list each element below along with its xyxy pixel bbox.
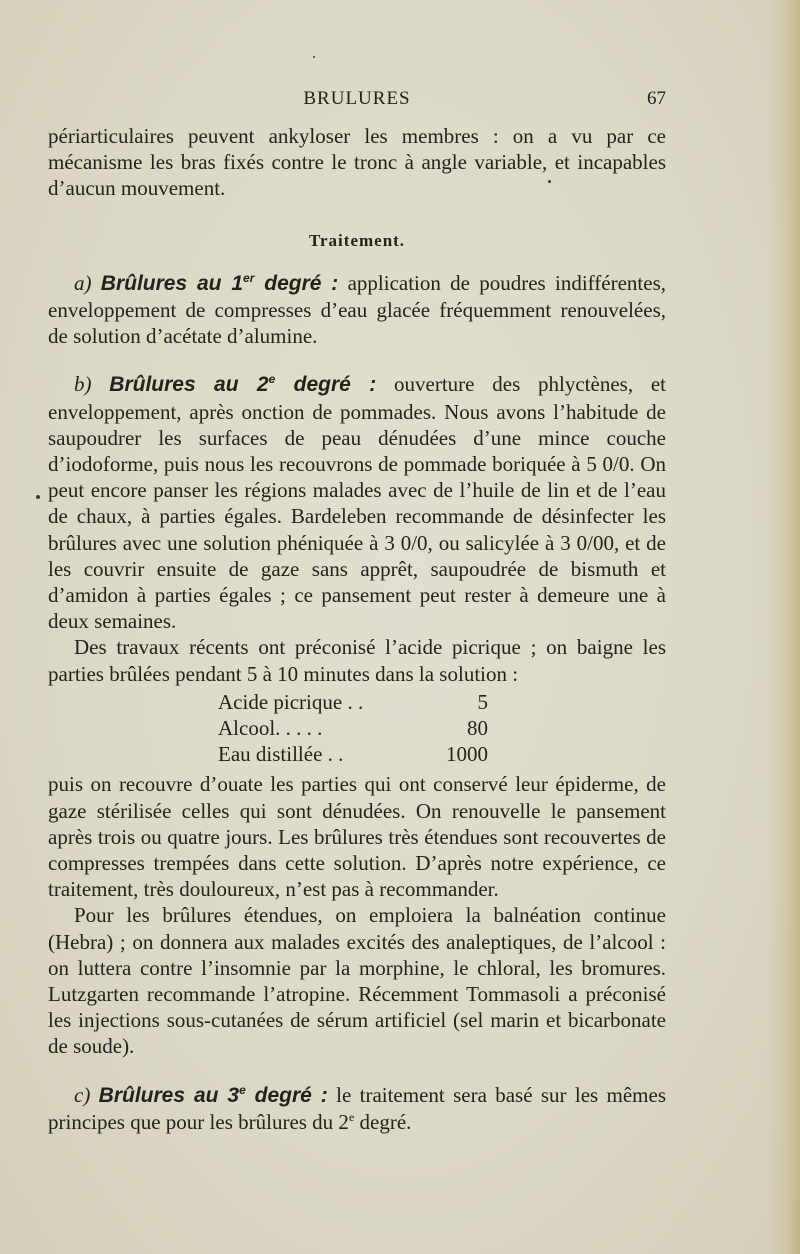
recipe-ingredient: Acide picrique . .: [218, 689, 364, 714]
recipe-row: [218, 689, 488, 715]
body-text: [48, 123, 666, 1135]
ink-speck: [313, 56, 315, 58]
paragraph-picric-acid: Des travaux récents ont préconisé l’acide picrique ; on baigne les parties brûlées pendant 5 à 10 minutes dans la solution :: [48, 635, 666, 686]
section-heading: Traitement.: [308, 230, 406, 250]
second-degree-text: ouverture des phlyctènes, et enveloppement, après onction de pommades. Nous avons l’habitude de saupoudrer les surfaces de peau dénudées d’une mince couche d’iodoforme, puis nous les recouvrons de pommade boriquée à 5 0/0. On peut encore panser les régions malades avec de l’huile de lin et de l’eau de chaux, à parties égales. Bardeleben recommande de désinfecter les brûlures avec une solution phéniquée à 3 0/0, ou salicylée à 3 0/00, et de les couvrir ensuite de gaze sans apprêt, saupoudrée de bismuth et d’amidon à parties égales ; ce pansement peut rester à demeure une à deux semaines.: [48, 372, 667, 634]
recipe-quantity: 80: [467, 716, 488, 741]
paragraph-extended-burns: Pour les brûlures étendues, on emploiera la balnéation continue (Hebra) ; on donnera aux malades excités des analeptiques, de l’alcool : on luttera contre l’insomnie par la morphine, le chloral, les bromures. Lutzgarten recommande l’atropine. Récemment Tommasoli a préconisé les injections sous-cutanées de sérum artificiel (sel marin et bicarbonate de soude).: [48, 903, 666, 1059]
running-title: BRULURES: [303, 88, 411, 109]
page-header: [48, 88, 666, 112]
item-label-b: b): [74, 372, 92, 397]
first-degree-title: Brûlures au 1er degré :: [100, 270, 339, 295]
recipe-row: [218, 715, 488, 741]
paragraph-after-recipe: puis on recouvre d’ouate les parties qui ont conservé leur épiderme, de gaze stérilisée celles qui sont dénudées. On renouvelle le pansement après trois ou quatre jours. Les brûlures très étendues sont recouvertes de compresses trempées dans cette solution. D’après notre expérience, ce traitement, très douloureux, n’est pas à recommander.: [48, 772, 666, 902]
recipe-quantity: 1000: [446, 742, 488, 767]
third-degree-text: le traitement sera basé sur les mêmes principes que pour les brûlures du 2e degré.: [48, 1082, 667, 1134]
second-degree-title: Brûlures au 2e degré :: [109, 372, 377, 397]
recipe-table: [218, 689, 488, 768]
page-number: 67: [647, 88, 666, 109]
paragraph-third-degree: [48, 1082, 666, 1135]
ink-speck: [548, 180, 551, 183]
paragraph-second-degree: [48, 371, 666, 634]
first-degree-text: application de poudres indifférentes, enveloppement de compresses d’eau glacée fréquemment renouvelées, de solution d’acétate d’alumine.: [48, 270, 666, 349]
intro-paragraph: périarticulaires peuvent ankyloser les membres : on a vu par ce mécanisme les bras fixés contre le tronc à angle variable, et incapables d’aucun mouvement.: [48, 124, 666, 201]
recipe-quantity: 5: [477, 689, 488, 714]
recipe-ingredient: Alcool. . . . .: [218, 716, 323, 741]
recipe-ingredient: Eau distillée . .: [218, 742, 344, 767]
third-degree-title: Brûlures au 3e degré :: [98, 1082, 328, 1107]
page-edge-shadow: [766, 0, 800, 1254]
item-label-a: a): [74, 270, 92, 295]
recipe-row: [218, 741, 488, 767]
item-label-c: c): [74, 1082, 91, 1107]
ink-speck: [36, 495, 40, 499]
paragraph-first-degree: [48, 270, 666, 350]
